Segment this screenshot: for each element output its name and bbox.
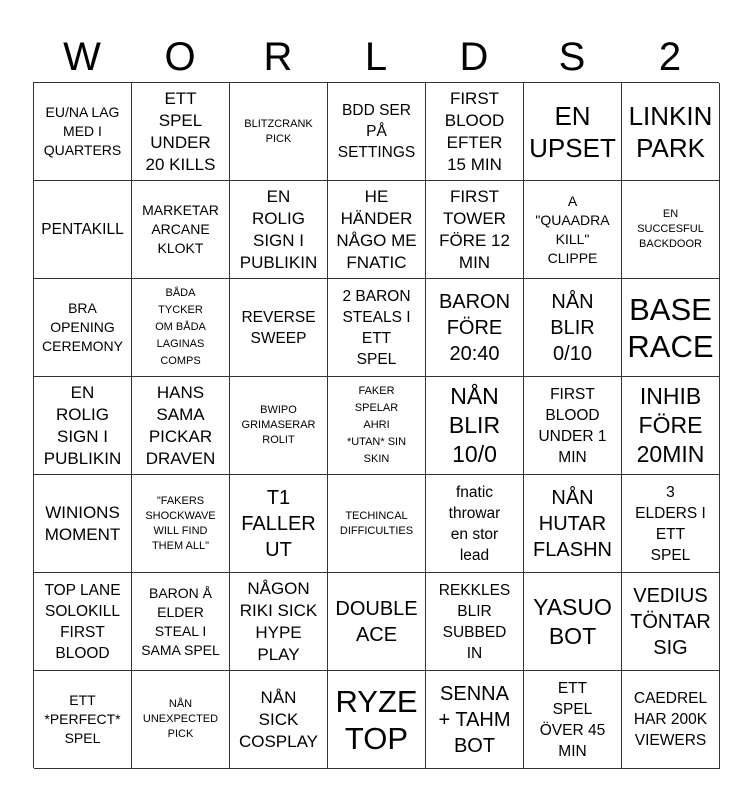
cell-text: 3 ELDERS I ETT SPEL xyxy=(635,483,706,564)
bingo-cell[interactable] xyxy=(524,181,622,279)
cell-text: REKKLES BLIR SUBBED IN xyxy=(438,581,511,662)
bingo-cell[interactable] xyxy=(426,671,524,769)
cell-text: MARKETAR ARCANE KLOKT xyxy=(142,202,219,256)
bingo-header xyxy=(33,32,719,82)
cell-text: ETT SPEL UNDER 20 KILLS xyxy=(145,88,216,174)
bingo-cell[interactable] xyxy=(230,83,328,181)
bingo-grid xyxy=(33,82,719,768)
cell-text: NÅN HUTAR FLASHN xyxy=(533,486,612,561)
bingo-cell[interactable] xyxy=(132,83,230,181)
cell-text: PENTAKILL xyxy=(41,221,124,238)
bingo-cell[interactable] xyxy=(524,573,622,671)
bingo-cell[interactable] xyxy=(132,377,230,475)
bingo-cell[interactable] xyxy=(524,671,622,769)
bingo-cell[interactable] xyxy=(132,671,230,769)
bingo-cell[interactable] xyxy=(622,671,720,769)
bingo-cell[interactable] xyxy=(426,181,524,279)
cell-text: FIRST BLOOD UNDER 1 MIN xyxy=(538,385,607,466)
bingo-cell[interactable] xyxy=(328,279,426,377)
bingo-cell[interactable] xyxy=(34,83,132,181)
header-letter: W xyxy=(63,35,101,79)
bingo-cell[interactable] xyxy=(622,377,720,475)
bingo-cell[interactable] xyxy=(230,279,328,377)
bingo-cell[interactable] xyxy=(328,573,426,671)
bingo-cell[interactable] xyxy=(132,181,230,279)
cell-text: ETT *PERFECT* SPEL xyxy=(44,692,121,746)
bingo-cell[interactable] xyxy=(524,377,622,475)
header-letter: S xyxy=(558,35,586,79)
cell-text: fnatic throwar en stor lead xyxy=(448,483,501,564)
cell-text: EN ROLIG SIGN I PUBLIKIN xyxy=(239,186,318,272)
bingo-cell[interactable] xyxy=(230,573,328,671)
cell-text: BDD SER PÅ SETTINGS xyxy=(337,102,416,161)
bingo-cell[interactable] xyxy=(230,671,328,769)
cell-text: NÅN BLIR 0/10 xyxy=(550,290,595,365)
bingo-cell[interactable] xyxy=(524,475,622,573)
bingo-cell[interactable] xyxy=(622,475,720,573)
bingo-cell[interactable] xyxy=(34,377,132,475)
cell-text: BRA OPENING CEREMONY xyxy=(42,300,123,354)
cell-text: DOUBLE ACE xyxy=(335,597,418,646)
bingo-cell[interactable] xyxy=(132,573,230,671)
cell-text: RYZE TOP xyxy=(335,683,418,756)
cell-text: YASUO BOT xyxy=(533,593,612,649)
cell-text: HANS SAMA PICKAR DRAVEN xyxy=(145,382,216,468)
cell-text: LINKIN PARK xyxy=(628,100,713,163)
bingo-cell[interactable] xyxy=(230,181,328,279)
header-letter: L xyxy=(364,35,388,79)
header-letter: D xyxy=(459,35,489,79)
bingo-cell[interactable] xyxy=(622,83,720,181)
bingo-cell[interactable] xyxy=(622,573,720,671)
bingo-cell[interactable] xyxy=(230,377,328,475)
cell-text: TOP LANE SOLOKILL FIRST BLOOD xyxy=(44,581,121,662)
cell-text: CAEDREL HAR 200K VIEWERS xyxy=(633,690,708,749)
cell-text: SENNA + TAHM BOT xyxy=(438,682,511,757)
bingo-cell[interactable] xyxy=(328,377,426,475)
bingo-cell[interactable] xyxy=(328,181,426,279)
cell-text: HE HÄNDER NÅGO ME FNATIC xyxy=(336,186,417,272)
bingo-cell[interactable] xyxy=(132,279,230,377)
cell-text: VEDIUS TÖNTAR SIG xyxy=(630,584,711,659)
bingo-cell[interactable] xyxy=(426,83,524,181)
bingo-cell[interactable] xyxy=(328,83,426,181)
cell-text: EU/NA LAG MED I QUARTERS xyxy=(43,104,122,158)
cell-text: NÅN BLIR 10/0 xyxy=(448,383,501,467)
cell-text: FIRST BLOOD EFTER 15 MIN xyxy=(444,88,505,174)
cell-text: BWIPO GRIMASERAR ROLIT xyxy=(241,404,316,446)
cell-text: BASE RACE xyxy=(627,291,714,364)
header-letter: 2 xyxy=(658,35,682,79)
bingo-cell[interactable] xyxy=(34,279,132,377)
bingo-cell[interactable] xyxy=(132,475,230,573)
cell-text: FIRST TOWER FÖRE 12 MIN xyxy=(439,186,510,272)
bingo-cell[interactable] xyxy=(426,475,524,573)
bingo-cell[interactable] xyxy=(426,573,524,671)
cell-text: FAKER SPELAR AHRI *UTAN* SIN SKIN xyxy=(346,385,407,465)
cell-text: INHIB FÖRE 20MIN xyxy=(636,383,705,467)
bingo-cell[interactable] xyxy=(426,279,524,377)
bingo-cell[interactable] xyxy=(622,279,720,377)
bingo-cell[interactable] xyxy=(622,181,720,279)
cell-text: 2 BARON STEALS I ETT SPEL xyxy=(342,287,411,368)
cell-text: ETT SPEL ÖVER 45 MIN xyxy=(539,679,606,760)
bingo-cell[interactable] xyxy=(426,377,524,475)
cell-text: BÅDA TYCKER OM BÅDA LAGINAS COMPS xyxy=(155,287,206,367)
cell-text: EN UPSET xyxy=(529,100,616,163)
cell-text: REVERSE SWEEP xyxy=(241,308,316,347)
cell-text: BARON Å ELDER STEAL I SAMA SPEL xyxy=(141,584,220,658)
cell-text: NÅN SICK COSPLAY xyxy=(238,687,319,751)
bingo-cell[interactable] xyxy=(328,475,426,573)
cell-text: EN SUCCESFUL BACKDOOR xyxy=(637,208,704,250)
cell-text: BARON FÖRE 20:40 xyxy=(438,290,511,365)
cell-text: "FAKERS SHOCKWAVE WILL FIND THEM ALL" xyxy=(145,494,216,552)
cell-text: T1 FALLER UT xyxy=(241,486,316,561)
header-letter: O xyxy=(164,35,196,79)
bingo-cell[interactable] xyxy=(34,573,132,671)
cell-text: WINIONS MOMENT xyxy=(44,502,121,544)
header-letter: R xyxy=(263,35,293,79)
bingo-cell[interactable] xyxy=(34,181,132,279)
cell-text: TECHINCAL DIFFICULTIES xyxy=(339,509,414,537)
bingo-cell[interactable] xyxy=(524,279,622,377)
bingo-cell[interactable] xyxy=(34,475,132,573)
cell-text: EN ROLIG SIGN I PUBLIKIN xyxy=(43,382,122,468)
bingo-cell[interactable] xyxy=(230,475,328,573)
cell-text: A "QUAADRA KILL" CLIPPE xyxy=(535,192,610,266)
cell-text: NÅN UNEXPECTED PICK xyxy=(142,698,219,740)
bingo-cell[interactable] xyxy=(34,671,132,769)
bingo-cell[interactable] xyxy=(524,83,622,181)
cell-text: BLITZCRANK PICK xyxy=(244,117,313,145)
cell-text: NÅGON RIKI SICK HYPE PLAY xyxy=(239,578,318,664)
bingo-cell[interactable] xyxy=(328,671,426,769)
